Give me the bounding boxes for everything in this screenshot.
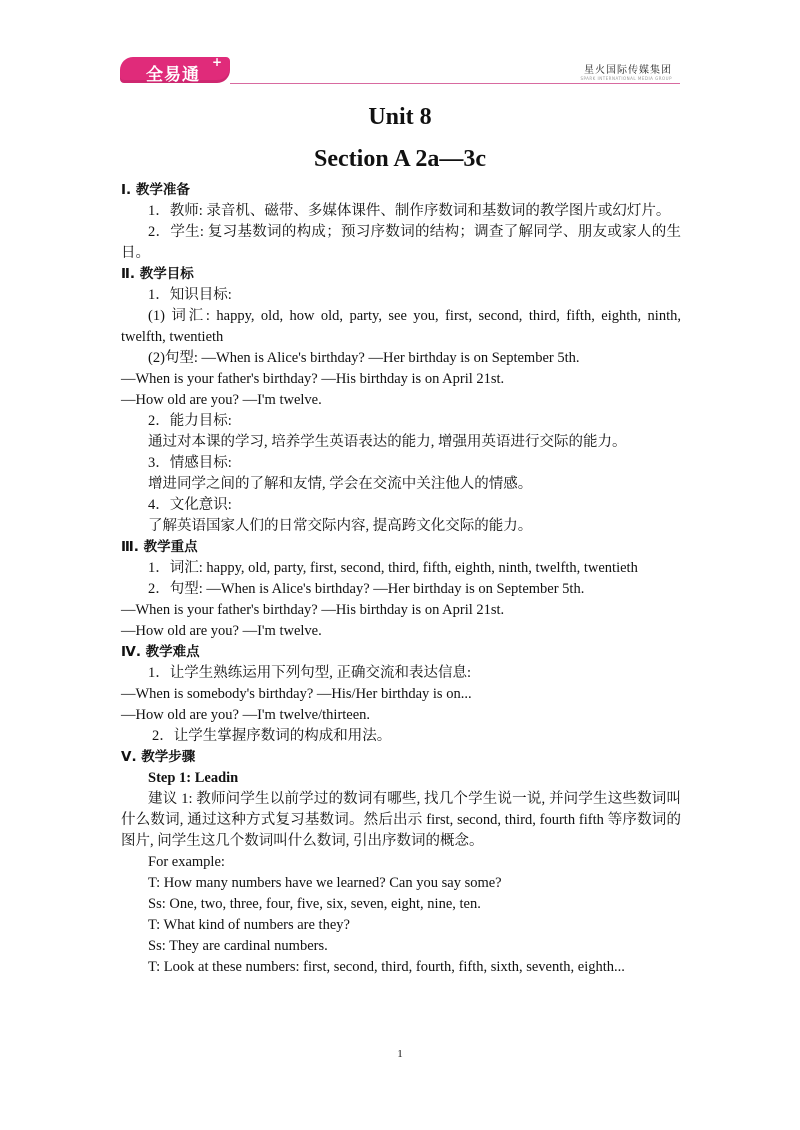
- paragraph: For example:: [148, 854, 225, 870]
- paragraph: 2．学生: 复习基数词的构成；预习序数词的结构；调查了解同学、朋友或家人的生日。: [121, 224, 681, 261]
- paragraph: 了解英语国家人们的日常交际内容, 提高跨文化交际的能力。: [148, 518, 533, 534]
- page-header: [120, 55, 680, 85]
- unit-title: Unit 8: [368, 104, 432, 130]
- lesson-plan-body: [121, 180, 681, 978]
- publisher-brand: [580, 61, 672, 81]
- paragraph: 4．文化意识:: [148, 497, 232, 513]
- paragraph: —How old are you? —I'm twelve.: [121, 392, 322, 408]
- step-heading: Step 1: Leadin: [148, 770, 239, 786]
- paragraph: Ss: One, two, three, four, five, six, seven, eight, nine, ten.: [148, 896, 481, 912]
- paragraph: 1．让学生熟练运用下列句型, 正确交流和表达信息:: [148, 665, 472, 681]
- paragraph: 通过对本课的学习, 培养学生英语表达的能力, 增强用英语进行交际的能力。: [148, 434, 627, 450]
- header-divider: [230, 83, 680, 84]
- paragraph: —How old are you? —I'm twelve/thirteen.: [121, 707, 371, 723]
- section-heading: Ⅰ. 教学准备: [121, 182, 190, 198]
- paragraph: 2．能力目标:: [148, 413, 232, 429]
- paragraph: —How old are you? —I'm twelve.: [121, 623, 322, 639]
- logo-plus: +: [212, 55, 223, 69]
- paragraph: Ss: They are cardinal numbers.: [148, 938, 328, 954]
- paragraph: (2)句型: —When is Alice's birthday? —Her birthday is on September 5th.: [148, 350, 580, 366]
- paragraph: —When is your father's birthday? —His birthday is on April 21st.: [121, 371, 505, 387]
- paragraph: 3．情感目标:: [148, 455, 232, 471]
- paragraph: (1) 词汇: happy, old, how old, party, see you, first, second, third, fifth, eighth, ninth, twelfth, twentieth: [121, 308, 681, 345]
- paragraph: T: Look at these numbers: first, second, third, fourth, fifth, sixth, seventh, eighth...: [148, 959, 625, 975]
- paragraph: 2．句型: —When is Alice's birthday? —Her birthday is on September 5th.: [148, 581, 585, 597]
- paragraph: —When is somebody's birthday? —His/Her birthday is on...: [121, 686, 472, 702]
- paragraph: 1．词汇: happy, old, party, first, second, third, fifth, eighth, ninth, twelfth, twentieth: [148, 560, 638, 576]
- paragraph: T: What kind of numbers are they?: [148, 917, 350, 933]
- section-title: Section A 2a—3c: [314, 146, 486, 172]
- section-heading: Ⅱ. 教学目标: [121, 266, 194, 282]
- page-number: 1: [397, 1048, 403, 1060]
- paragraph: 1．教师: 录音机、磁带、多媒体课件、制作序数词和基数词的教学图片或幻灯片。: [148, 203, 671, 219]
- publisher-name-en: SPARK INTERNATIONAL MEDIA GROUP: [580, 76, 672, 81]
- logo-text: 全易通: [146, 65, 200, 85]
- paragraph: T: How many numbers have we learned? Can you say some?: [148, 875, 502, 891]
- section-heading: Ⅲ. 教学重点: [121, 539, 198, 555]
- paragraph: —When is your father's birthday? —His birthday is on April 21st.: [121, 602, 505, 618]
- publisher-name: 星火国际传媒集团: [584, 65, 672, 76]
- paragraph: 1．知识目标:: [148, 287, 232, 303]
- section-heading: Ⅴ. 教学步骤: [121, 749, 196, 765]
- paragraph: 建议 1: 教师问学生以前学过的数词有哪些, 找几个学生说一说, 并问学生这些数词叫什么数词, 通过这种方式复习基数词。然后出示 first, second, third, fourth fifth 等序数词的图片, 问学生这几个数词叫什么数词, 引出序数词的概念。: [121, 791, 681, 849]
- brand-logo: [120, 57, 230, 83]
- section-heading: Ⅳ. 教学难点: [121, 644, 200, 660]
- paragraph: 2．让学生掌握序数词的构成和用法。: [152, 728, 392, 744]
- paragraph: 增进同学之间的了解和友情, 学会在交流中关注他人的情感。: [148, 476, 533, 492]
